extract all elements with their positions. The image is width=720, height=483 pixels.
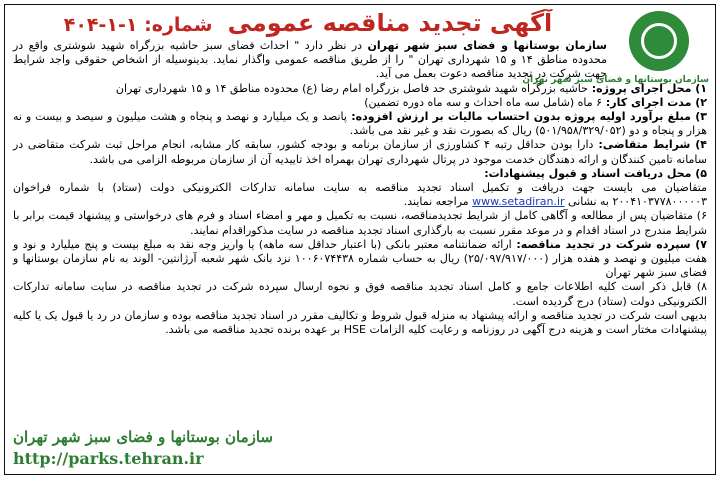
item-4-label: ۴) شرایط متقاضی: bbox=[593, 138, 707, 152]
footer-organization: سازمان بوستانها و فضای سبز شهر تهران bbox=[13, 428, 273, 446]
page-title: آگهی تجدید مناقصه عمومی bbox=[227, 9, 553, 37]
page-header bbox=[9, 9, 607, 37]
item-2-label: ۲) مدت اجرای کار: bbox=[602, 95, 707, 109]
item-2-text: ۶ ماه (شامل سه ماه احداث و سه ماه دوره تضمین) bbox=[364, 95, 603, 109]
item-5-text-after: مراجعه نمایند. bbox=[403, 195, 473, 209]
item-3 bbox=[13, 110, 707, 138]
item-7-text: ارائه ضمانتنامه معتبر بانکی (با اعتبار حداقل سه ماهه) یا واریز وجه نقد به مبلغ بیست و پنج میلیارد و نود و هفت میلیون و نهصد و هفده هزار (۲۵/۰۹۷/۹۱۷/۰۰۰) ریال به حساب شماره ۱۰۰۶۰۷۴۴۳۸ نزد بانک شهر شعبه آرژانتین- الوند به نام سازمان بوستانها و فضای سبز شهر تهران bbox=[13, 237, 707, 280]
item-5 bbox=[13, 167, 707, 181]
footer-website-link[interactable]: http://parks.tehran.ir bbox=[13, 449, 204, 468]
closing-paragraph: بدیهی است شرکت در تجدید مناقصه و ارائه پیشنهاد به منزله قبول شروط و تکالیف مقرر در اسناد تجدید مناقصه بوده و سازمان در رد یا قبول یک یا کلیه پیشنهادات مختار است و هزینه درج آگهی در روزنامه و رعایت کلیه الزامات HSE بر عهده برنده تجدید مناقصه می باشد. bbox=[13, 308, 707, 337]
item-4-text: دارا بودن حداقل رتبه ۴ کشاورزی از سازمان برنامه و بودجه کشور، سابقه کار مشابه، انجام مراحل ثبت شرکت متقاضی در سامانه تامین کنندگان و ارائه دهندگان خدمت موجود در پرتال شهرداری تهران بهمراه اخذ تاییدیه آن از سازمان مربوطه الزامی می باشد. bbox=[13, 138, 707, 166]
item-1 bbox=[13, 82, 707, 96]
intro-text: در نظر دارد " احداث فضای سبز حاشیه بزرگراه شهید شوشتری واقع در محدوده مناطق ۱۴ و ۱۵ شهرداری تهران " را از طریق مناقصه عمومی واگذار نماید. بدینوسیله از اشخاص حقوقی واجد شرایط جهت شرکت در تجدید مناقصه دعوت بعمل می آید. bbox=[13, 39, 607, 81]
item-3-text: پانصد و یک میلیارد و نهصد و پنجاه و هشت میلیون و سیصد و بیست و نه هزار و پنجاه و دو (۵۰۱/۹۵۸/۳۲۹/۰۵۲) ریال که بصورت نقد و غیر نقد می باشد. bbox=[13, 110, 707, 138]
item-4 bbox=[13, 138, 707, 166]
intro-org: سازمان بوستانها و فضای سبز شهر تهران bbox=[367, 39, 607, 52]
item-5-label: ۵) محل دریافت اسناد و قبول پیشنهادات: bbox=[484, 166, 707, 180]
advertisement-page bbox=[4, 4, 716, 475]
item-5-text-before: متقاضیان می بایست جهت دریافت و تکمیل اسناد تجدید مناقصه به سایت سامانه تدارکات الکترونیکی دولت (ستاد) با شماره فراخوان ۲۰۰۴۱۰۳۷۷۸۰۰۰۰۰۳ به نشانی bbox=[13, 181, 707, 209]
item-1-text: حاشیه بزرگراه شهید شوشتری حد فاصل بزرگراه امام رضا (ع) محدوده مناطق ۱۴ و ۱۵ شهرداری تهران bbox=[115, 81, 588, 95]
item-8: ۸) قابل ذکر است کلیه اطلاعات جامع و کامل اسناد تجدید مناقصه فوق و نحوه ارسال سپرده شرکت در تجدید مناقصه در سایت سامانه تدارکات الکترونیکی دولت (ستاد) درج گردیده است. bbox=[13, 280, 707, 308]
item-1-label: ۱) محل اجرای پروژه: bbox=[587, 81, 707, 95]
announcement-body bbox=[13, 39, 707, 337]
tender-number: شماره: ۱-۱-۴۰۴ bbox=[63, 14, 213, 36]
item-5-body bbox=[13, 181, 707, 209]
item-7 bbox=[13, 238, 707, 281]
intro-paragraph bbox=[13, 39, 607, 82]
item-7-label: ۷) سپرده شرکت در تجدید مناقصه: bbox=[511, 237, 707, 251]
logo-caption: سازمان بوستانها و فضای سبز شهر تهران bbox=[522, 75, 709, 85]
item-2 bbox=[13, 96, 707, 110]
item-6: ۶) متقاضیان پس از مطالعه و آگاهی کامل از شرایط تجدیدمناقصه، نسبت به تکمیل و مهر و امضاء اسناد و فرم های درخواستی و پیشنهاد قیمت برابر با شرایط مندرج در اسناد اقدام و در موعد مقرر نسبت به بارگذاری اسناد تجدید مناقصه در سایت مذکوراقدام نمایند. bbox=[13, 209, 707, 237]
item-3-label: ۳) مبلغ برآورد اولیه پروژه بدون احتساب مالیات بر ارزش افزوده: bbox=[346, 110, 707, 124]
setad-link[interactable]: www.setadiran.ir bbox=[472, 195, 565, 209]
